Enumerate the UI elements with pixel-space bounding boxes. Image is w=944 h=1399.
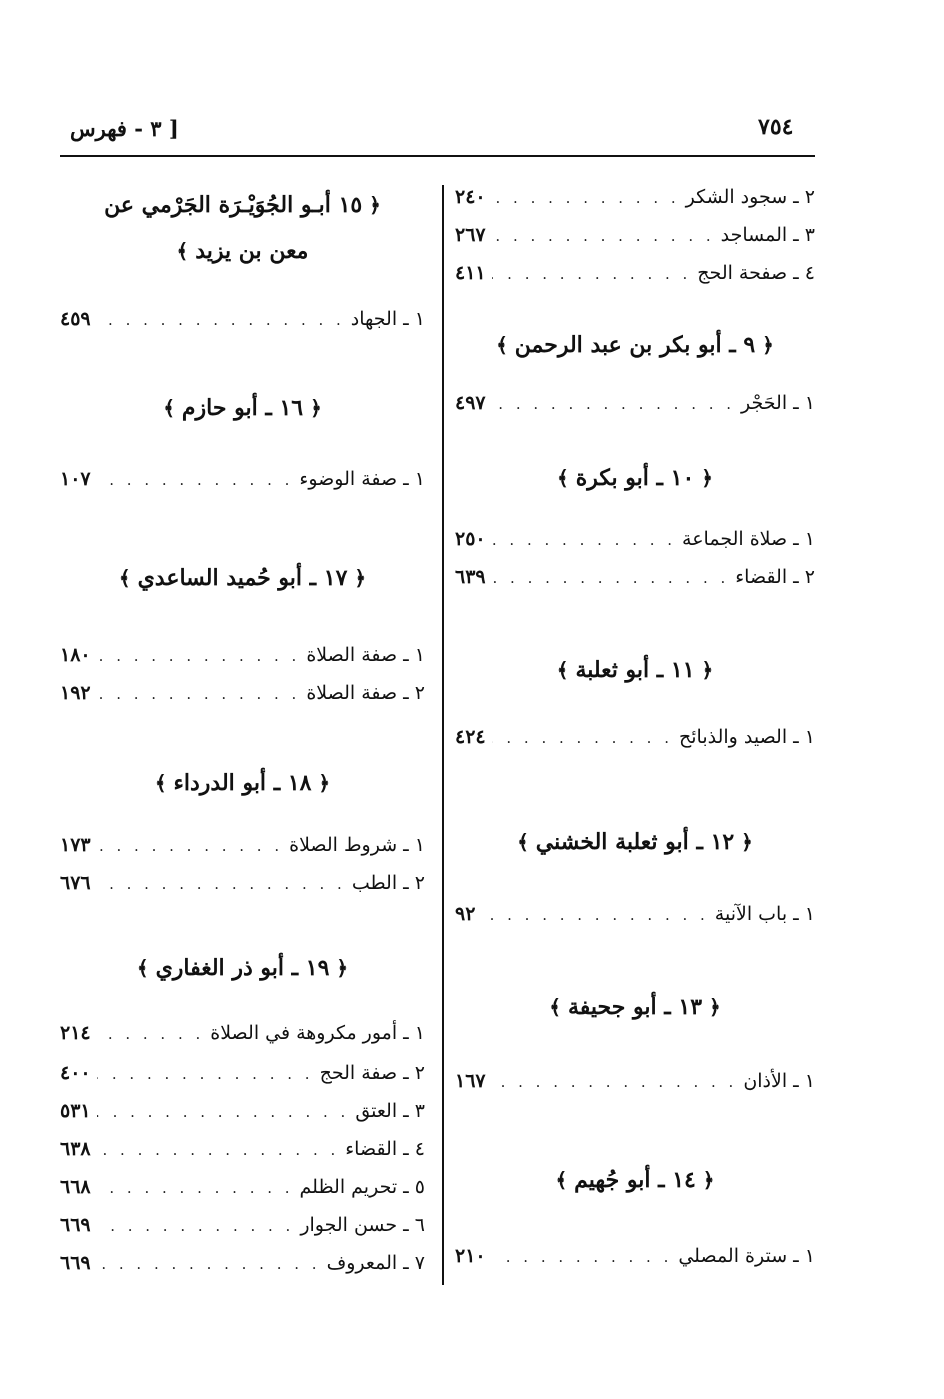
entry-page-number: ٤٥٩ — [60, 308, 91, 330]
toc-entry — [60, 834, 425, 864]
entry-label: ٥ ـ تحريم الظلم — [299, 1176, 425, 1198]
toc-entry — [60, 468, 425, 498]
entry-page-number: ٦٣٨ — [60, 1138, 91, 1160]
toc-entry — [455, 1070, 815, 1100]
entry-page-number: ٦٧٦ — [60, 872, 91, 894]
ornament-bracket-open: ﴿ — [347, 566, 367, 590]
ornament-bracket-close: ﴾ — [517, 830, 536, 854]
entry-page-number: ٢٥٠ — [455, 528, 486, 550]
entry-page-number: ٥٣١ — [60, 1100, 91, 1122]
entry-label: ١ ـ شروط الصلاة — [289, 834, 425, 856]
section-heading-text: ١٨ ـ أبو الدرداء — [173, 770, 312, 796]
entry-label: ١ ـ صفة الصلاة — [306, 644, 425, 666]
ornament-bracket-open: ﴿ — [694, 466, 713, 490]
column-divider — [442, 185, 444, 1285]
entry-page-number: ١٠٧ — [60, 468, 91, 490]
entry-label: ١ ـ سترة المصلي — [678, 1245, 815, 1267]
entry-label: ١ ـ صفة الوضوء — [299, 468, 425, 490]
entry-page-number: ٤٠٠ — [60, 1062, 91, 1084]
toc-entry — [60, 872, 425, 902]
section-heading — [60, 388, 425, 428]
section-heading — [60, 763, 425, 803]
section-heading — [455, 987, 815, 1027]
section-heading-text: ٩ ـ أبو بكر بن عبد الرحمن — [514, 332, 756, 358]
dot-leader — [492, 227, 715, 245]
entry-page-number: ١٨٠ — [60, 644, 91, 666]
section-heading — [60, 182, 425, 274]
dot-leader — [97, 1103, 350, 1121]
section-heading — [455, 458, 815, 498]
section-heading-text: ١٧ ـ أبو حُميد الساعدي — [137, 565, 348, 591]
ornament-bracket-close: ﴾ — [496, 333, 515, 357]
dot-leader — [492, 531, 676, 549]
dot-leader — [97, 837, 283, 855]
section-heading-line — [60, 182, 425, 228]
dot-leader — [97, 1179, 294, 1197]
entry-page-number: ٢١٠ — [455, 1245, 486, 1267]
dot-leader — [97, 1217, 295, 1235]
entry-page-number: ١٩٢ — [60, 682, 91, 704]
entry-label: ١ ـ أمور مكروهة في الصلاة — [210, 1022, 425, 1044]
ornament-bracket-open: ﴿ — [311, 771, 331, 795]
entry-page-number: ١٧٣ — [60, 834, 91, 856]
dot-leader — [492, 1073, 738, 1091]
toc-entry — [60, 644, 425, 674]
toc-entry — [455, 528, 815, 558]
entry-label: ٢ ـ الطب — [351, 872, 425, 894]
entry-label: ٢ ـ صفة الحج — [319, 1062, 425, 1084]
ornament-bracket-close: ﴾ — [556, 658, 576, 682]
toc-entry — [60, 1214, 425, 1244]
entry-page-number: ٤٢٤ — [455, 726, 486, 748]
entry-label: ١ ـ باب الآنية — [714, 903, 815, 925]
section-heading-text: ١٥ أبـو الجُوَيْـرَة الجَرْمي عن — [104, 192, 363, 218]
toc-entry — [455, 903, 815, 933]
dot-leader — [492, 395, 735, 413]
entry-label: ١ ـ الأذان — [743, 1070, 815, 1092]
section-heading — [60, 948, 425, 988]
toc-entry — [60, 1252, 425, 1282]
toc-entry — [455, 186, 815, 216]
dot-leader — [492, 729, 673, 747]
toc-entry — [60, 682, 425, 712]
dot-leader — [97, 875, 346, 893]
entry-page-number: ٢٤٠ — [455, 186, 486, 208]
dot-leader — [97, 1025, 205, 1043]
toc-entry — [60, 1138, 425, 1168]
section-heading-text: ١٦ ـ أبو حازم — [181, 395, 304, 421]
section-heading — [455, 650, 815, 690]
entry-page-number: ٤١١ — [455, 262, 486, 284]
toc-entry — [60, 1062, 425, 1092]
entry-page-number: ٦٣٩ — [455, 566, 486, 588]
toc-entry — [60, 1176, 425, 1206]
dot-leader — [97, 1255, 321, 1273]
section-heading-line — [60, 228, 425, 274]
entry-page-number: ٢٦٧ — [455, 224, 486, 246]
ornament-bracket-open: ﴿ — [694, 658, 714, 682]
section-heading-text: ١٠ ـ أبو بكرة — [575, 465, 695, 491]
ornament-bracket-close: ﴾ — [557, 466, 576, 490]
entry-label: ١ ـ الحَجْر — [741, 392, 815, 414]
entry-label: ٢ ـ القضاء — [735, 566, 815, 588]
ornament-bracket-close: ﴾ — [136, 956, 156, 980]
entry-label: ٣ ـ العتق — [355, 1100, 425, 1122]
section-heading-text: ١٢ ـ أبو ثعلبة الخشني — [535, 829, 735, 855]
ornament-bracket-open: ﴿ — [362, 193, 381, 217]
entry-label: ٣ ـ المساجد — [720, 224, 815, 246]
entry-label: ٢ ـ صفة الصلاة — [306, 682, 425, 704]
section-heading — [455, 1160, 815, 1200]
entry-page-number: ١٦٧ — [455, 1070, 486, 1092]
toc-entry — [60, 1100, 425, 1130]
dot-leader — [97, 1141, 340, 1159]
toc-entry — [455, 1245, 815, 1275]
toc-entry — [455, 726, 815, 756]
entry-page-number: ٦٦٩ — [60, 1214, 91, 1236]
toc-entry — [455, 566, 815, 596]
ornament-bracket-close: ﴾ — [118, 566, 138, 590]
dot-leader — [97, 471, 294, 489]
entry-page-number: ٦٦٨ — [60, 1176, 91, 1198]
page-number: ٧٥٤ — [758, 114, 794, 140]
ornament-bracket-open: ﴿ — [329, 956, 349, 980]
entry-label: ٤ ـ صفحة الحج — [697, 262, 815, 284]
dot-leader — [481, 906, 708, 924]
dot-leader — [97, 1065, 314, 1083]
ornament-bracket-open: ﴿ — [755, 333, 774, 357]
toc-entry — [60, 1022, 425, 1052]
dot-leader — [492, 1248, 673, 1266]
toc-entry — [455, 392, 815, 422]
entry-label: ٢ ـ سجود الشكر — [685, 186, 815, 208]
toc-entry — [455, 224, 815, 254]
ornament-bracket-close: ﴾ — [176, 239, 196, 263]
dot-leader — [97, 685, 301, 703]
ornament-bracket-close: ﴾ — [555, 1168, 575, 1192]
entry-page-number: ٤٩٧ — [455, 392, 486, 414]
section-heading-text: معن بن يزيد — [195, 238, 309, 264]
toc-entry — [60, 308, 425, 338]
ornament-bracket-close: ﴾ — [163, 396, 182, 420]
entry-label: ٧ ـ المعروف — [326, 1252, 425, 1274]
section-heading — [60, 558, 425, 598]
entry-label: ١ ـ صلاة الجماعة — [682, 528, 815, 550]
dot-leader — [492, 569, 730, 587]
ornament-bracket-close: ﴾ — [154, 771, 174, 795]
ornament-bracket-open: ﴿ — [695, 1168, 715, 1192]
entry-label: ٦ ـ حسن الجوار — [300, 1214, 425, 1236]
entry-page-number: ٦٦٩ — [60, 1252, 91, 1274]
section-heading — [455, 325, 815, 365]
dot-leader — [492, 265, 692, 283]
section-heading-text: ١١ ـ أبو ثعلبة — [575, 657, 695, 683]
entry-page-number: ٩٢ — [455, 903, 476, 925]
ornament-bracket-close: ﴾ — [549, 995, 568, 1019]
section-heading-text: ١٣ ـ أبو جحيفة — [567, 994, 703, 1020]
entry-label: ٤ ـ القضاء — [345, 1138, 425, 1160]
entry-page-number: ٢١٤ — [60, 1022, 91, 1044]
dot-leader — [97, 647, 301, 665]
ornament-bracket-open: ﴿ — [303, 396, 322, 420]
section-heading-text: ١٤ ـ أبو جُهيم — [574, 1167, 696, 1193]
section-heading — [455, 822, 815, 862]
header-rule — [60, 155, 815, 157]
running-header-title: [ ٣ - فهرس — [70, 116, 179, 141]
section-heading-text: ١٩ ـ أبو ذر الغفاري — [155, 955, 330, 981]
dot-leader — [492, 189, 680, 207]
dot-leader — [97, 311, 345, 329]
toc-entry — [455, 262, 815, 292]
ornament-bracket-open: ﴿ — [734, 830, 753, 854]
entry-label: ١ ـ الصيد والذبائح — [678, 726, 815, 748]
entry-label: ١ ـ الجهاد — [350, 308, 425, 330]
ornament-bracket-open: ﴿ — [702, 995, 721, 1019]
